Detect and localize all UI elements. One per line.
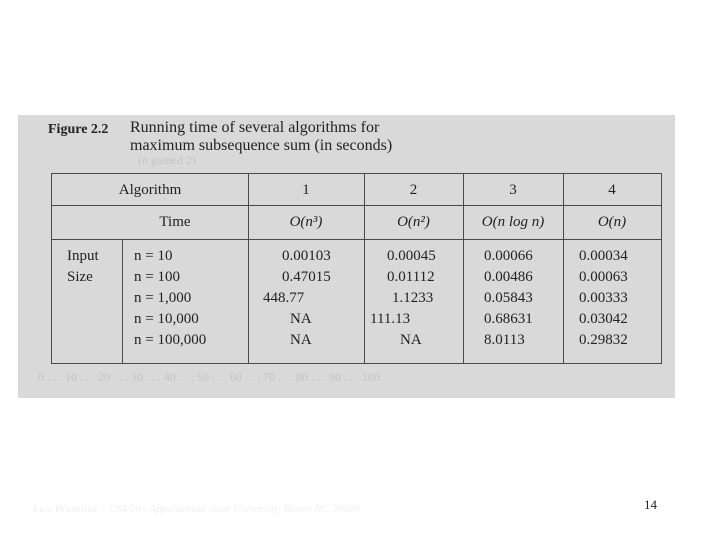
table-rule (122, 239, 123, 363)
table-rule (52, 239, 661, 240)
bleed-through-text: 0 . . . 10 . . . 20 . . . 30 . . . 40 . . . 50 . . . 60 . . . 70 . . . 80 . . . 90 . . . 100 (38, 370, 380, 384)
table-cell: NA (400, 332, 422, 348)
table-cell: 0.29832 (579, 332, 628, 348)
table-rule (52, 205, 661, 206)
table-rule (248, 174, 249, 363)
table-cell: 0.47015 (282, 269, 331, 285)
table-cell: 0.00066 (484, 248, 533, 264)
table-cell: 448.77 (263, 290, 305, 306)
table-cell: NA (290, 311, 312, 327)
complexity-2: O(n²) (397, 214, 430, 230)
header-algorithm: Algorithm (118, 182, 182, 198)
bleed-through-text: (n gained 2) (138, 153, 196, 167)
page-number: 14 (644, 497, 657, 512)
header-time: Time (159, 214, 191, 230)
complexity-4: O(n) (597, 214, 627, 230)
figure-caption (130, 119, 450, 155)
table-row-n: n = 10 (134, 248, 173, 264)
table-row-n: n = 10,000 (134, 311, 199, 327)
table-cell: 0.00486 (484, 269, 533, 285)
algorithm-1-header: 1 (302, 182, 310, 198)
table-cell: 0.00103 (282, 248, 331, 264)
complexity-3: O(n log n) (481, 214, 545, 230)
algorithm-2-header: 2 (409, 182, 418, 198)
table-cell: NA (290, 332, 312, 348)
complexity-1: O(n³) (289, 214, 323, 230)
table-rule (563, 174, 564, 363)
algorithm-4-header: 4 (608, 182, 616, 198)
table-cell: 0.00034 (579, 248, 628, 264)
table-cell: 0.01112 (387, 269, 435, 285)
scanned-figure (18, 115, 675, 398)
table-row-n: n = 100 (134, 269, 180, 285)
input-size-label-1: Input (67, 248, 99, 264)
table-cell: 8.0113 (484, 332, 525, 348)
footer-text: Luiz Bruncaux – CS4/50 / Appalachian State University, Boone NC 28608 (33, 503, 360, 515)
figure-label: Figure 2.2 (48, 122, 109, 137)
algorithm-3-header: 3 (509, 182, 517, 198)
table-cell: 0.00045 (387, 248, 436, 264)
running-time-table (51, 173, 662, 364)
table-cell: 1.1233 (392, 290, 434, 306)
input-size-label-2: Size (67, 269, 93, 285)
table-cell: 0.00333 (579, 290, 628, 306)
table-rule (463, 174, 464, 363)
table-cell: 0.03042 (579, 311, 628, 327)
table-cell: 111.13 (370, 311, 411, 327)
table-row-n: n = 100,000 (134, 332, 207, 348)
table-cell: 0.00063 (579, 269, 628, 285)
table-row-n: n = 1,000 (134, 290, 192, 306)
table-cell: 0.68631 (484, 311, 533, 327)
caption-line-1: Running time of several algorithms for (130, 119, 380, 136)
table-cell: 0.05843 (484, 290, 533, 306)
caption-line-2: maximum subsequence sum (in seconds) (130, 137, 393, 154)
table-rule (364, 174, 365, 363)
